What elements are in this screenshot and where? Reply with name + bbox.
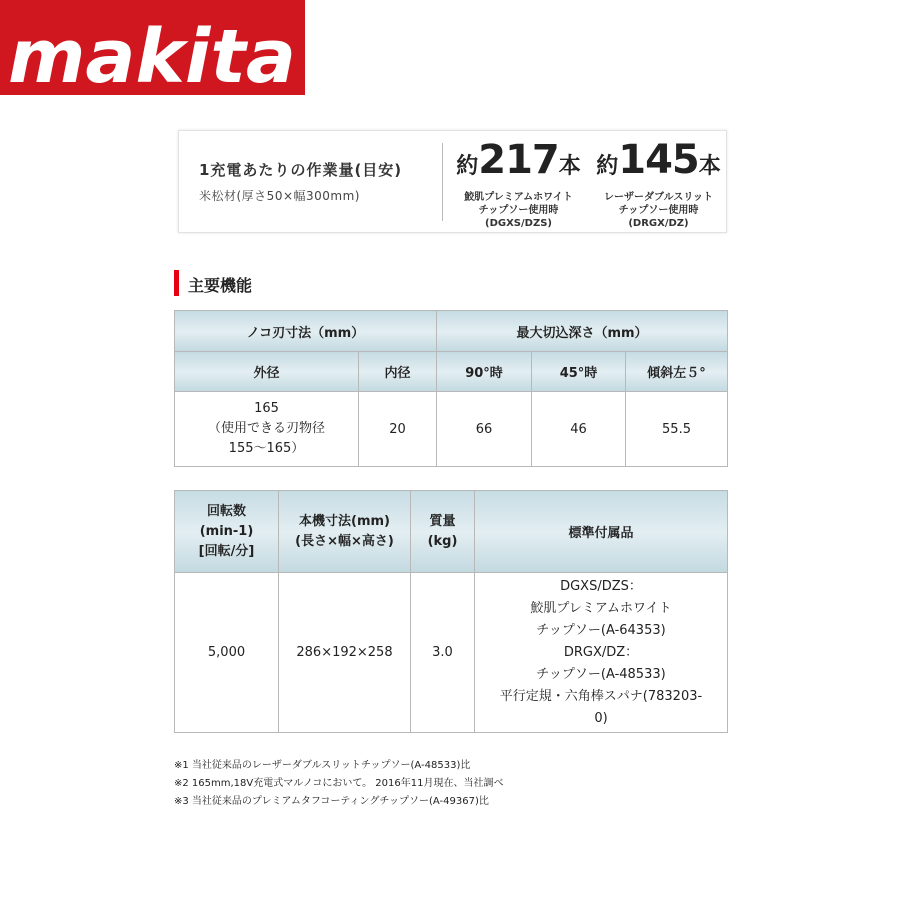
stat-prefix: 約	[596, 154, 619, 179]
footnotes	[174, 757, 504, 811]
rpm-header	[175, 491, 279, 573]
section-title: 主要機能	[188, 276, 253, 295]
spec-table	[174, 490, 728, 733]
stat-unit: 本	[698, 154, 721, 179]
dimensions-header	[279, 491, 411, 573]
dimensions-header-line: (長さ×幅×高さ)	[295, 533, 394, 549]
stat-caption-line: (DGXS/DZS)	[485, 218, 552, 229]
tilt-left-5-header: 傾斜左５°	[626, 352, 728, 392]
work-stat-drgx	[591, 137, 726, 230]
blade-depth-table	[174, 310, 728, 467]
dimensions-cell: 286×192×258	[279, 573, 411, 733]
dimensions-header-line: 本機寸法(mm)	[299, 513, 390, 529]
stat-unit: 本	[558, 154, 581, 179]
stat-number: 217	[478, 137, 559, 183]
stat-caption-line: チップソー使用時	[478, 205, 559, 216]
stat-number: 145	[618, 137, 699, 183]
stat-prefix: 約	[456, 154, 479, 179]
stat-caption-line: チップソー使用時	[618, 205, 699, 216]
outer-diameter-line: 155〜165）	[228, 441, 305, 456]
stat-caption-line: (DRGX/DZ)	[628, 218, 689, 229]
makita-logo-mark	[0, 0, 305, 95]
depth-90-cell: 66	[437, 392, 532, 467]
mass-cell: 3.0	[411, 573, 475, 733]
work-amount-subtitle: 米松材(厚さ50×幅300mm)	[199, 189, 360, 203]
inner-diameter-header: 内径	[359, 352, 437, 392]
stat-caption-line: 鮫肌プレミアムホワイト	[464, 192, 573, 203]
outer-diameter-cell	[175, 392, 359, 467]
depth-45-header: 45°時	[532, 352, 626, 392]
mass-header-line: (kg)	[427, 533, 458, 549]
accessories-cell	[475, 573, 728, 733]
tilt-left-5-cell: 55.5	[626, 392, 728, 467]
work-amount-box	[178, 130, 727, 233]
mass-header	[411, 491, 475, 573]
accessory-line: 0)	[594, 710, 608, 726]
depth-45-cell: 46	[532, 392, 626, 467]
footnote: ※2 165mm,18V充電式マルノコにおいて。 2016年11月現在、当社調べ	[174, 778, 504, 789]
table-row	[175, 392, 728, 467]
accessories-header: 標準付属品	[475, 491, 728, 573]
blade-size-group-header: ノコ刃寸法（mm）	[175, 311, 437, 352]
accessory-line: チップソー(A-64353)	[536, 622, 666, 638]
inner-diameter-cell: 20	[359, 392, 437, 467]
logo-text: makita	[8, 14, 296, 95]
rpm-header-line: (min-1)	[199, 523, 254, 539]
cut-depth-group-header: 最大切込深さ（mm）	[437, 311, 728, 352]
stat-caption-line: レーザーダブルスリット	[604, 192, 713, 203]
table-row	[175, 573, 728, 733]
mass-header-line: 質量	[429, 513, 456, 529]
rpm-header-line: 回転数	[206, 503, 246, 519]
makita-logo	[0, 0, 305, 95]
accessory-line: DRGX/DZ：	[563, 644, 639, 660]
outer-diameter-line: 165	[254, 401, 279, 416]
accessory-line: 鮫肌プレミアムホワイト	[530, 600, 672, 616]
divider	[442, 143, 443, 221]
depth-90-header: 90°時	[437, 352, 532, 392]
outer-diameter-header: 外径	[175, 352, 359, 392]
footnote: ※3 当社従来品のプレミアムタフコーティングチップソー(A-49367)比	[174, 796, 489, 807]
footnote: ※1 当社従来品のレーザーダブルスリットチップソー(A-48533)比	[174, 760, 471, 771]
work-stat-dgxs	[451, 137, 586, 230]
section-accent-bar	[174, 270, 179, 296]
work-amount-title: 1充電あたりの作業量(目安)	[199, 161, 403, 179]
outer-diameter-line: （使用できる刃物径	[207, 421, 325, 436]
accessory-line: チップソー(A-48533)	[536, 666, 666, 682]
accessory-line: 平行定規・六角棒スパナ(783203-	[499, 688, 703, 704]
rpm-cell: 5,000	[175, 573, 279, 733]
rpm-header-line: [回転/分]	[198, 543, 255, 559]
accessory-line: DGXS/DZS：	[560, 578, 642, 594]
